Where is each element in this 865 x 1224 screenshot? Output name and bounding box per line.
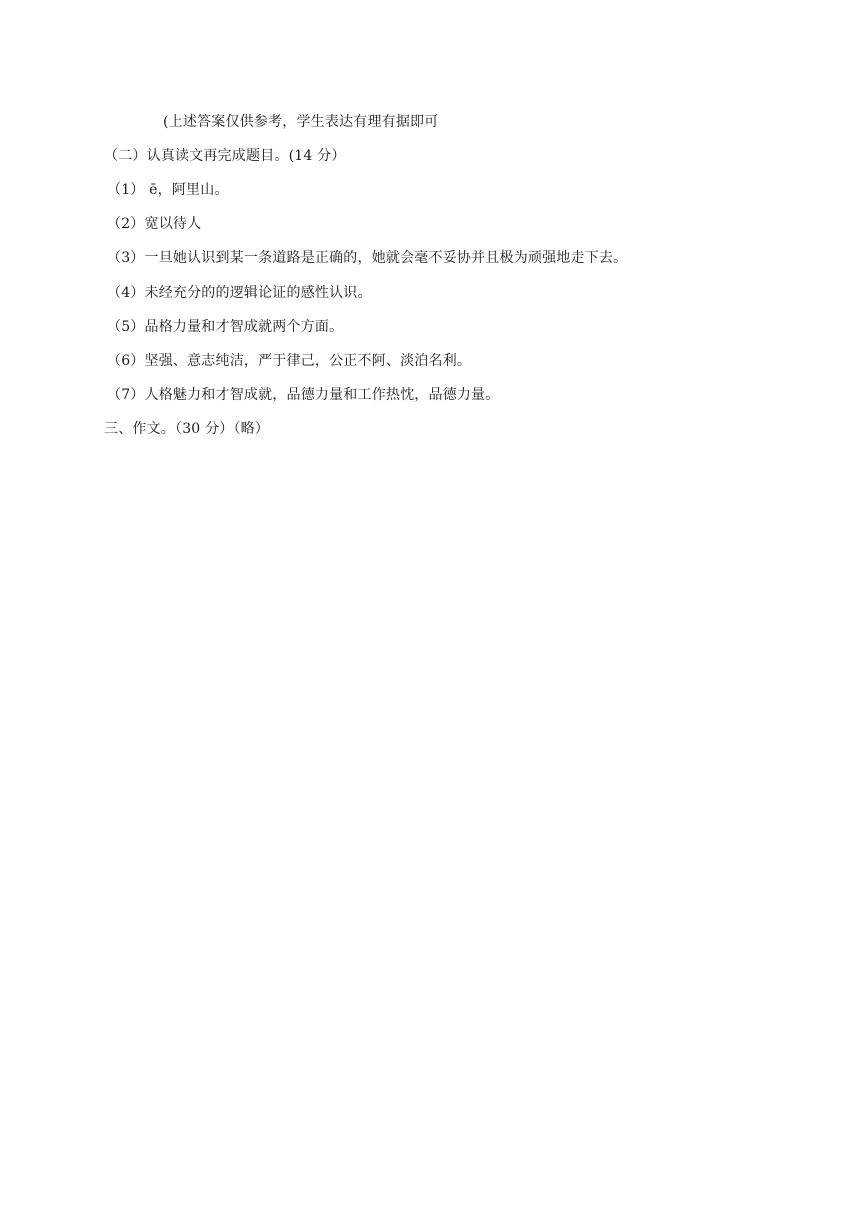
answer-item-3: （3）一旦她认识到某一条道路是正确的，她就会毫不妥协并且极为顽强地走下去。	[107, 250, 628, 266]
answer-item-1: （1） ē，阿里山。	[107, 182, 229, 198]
section-2-heading: （二）认真读文再完成题目。(14 分）	[104, 148, 346, 164]
answer-item-6: （6）坚强、意志纯洁，严于律己，公正不阿、淡泊名利。	[107, 353, 472, 369]
reference-note: (上述答案仅供参考，学生表达有理有据即可	[163, 114, 439, 130]
answer-item-4: （4）未经充分的的逻辑论证的感性认识。	[107, 285, 372, 301]
answer-item-5: （5）品格力量和才智成就两个方面。	[107, 319, 344, 335]
answer-item-7: （7）人格魅力和才智成就，品德力量和工作热忱，品德力量。	[107, 387, 500, 403]
section-3-heading: 三、作文。（30 分）（略）	[104, 421, 270, 437]
answer-item-2: （2）宽以待人	[107, 216, 202, 232]
